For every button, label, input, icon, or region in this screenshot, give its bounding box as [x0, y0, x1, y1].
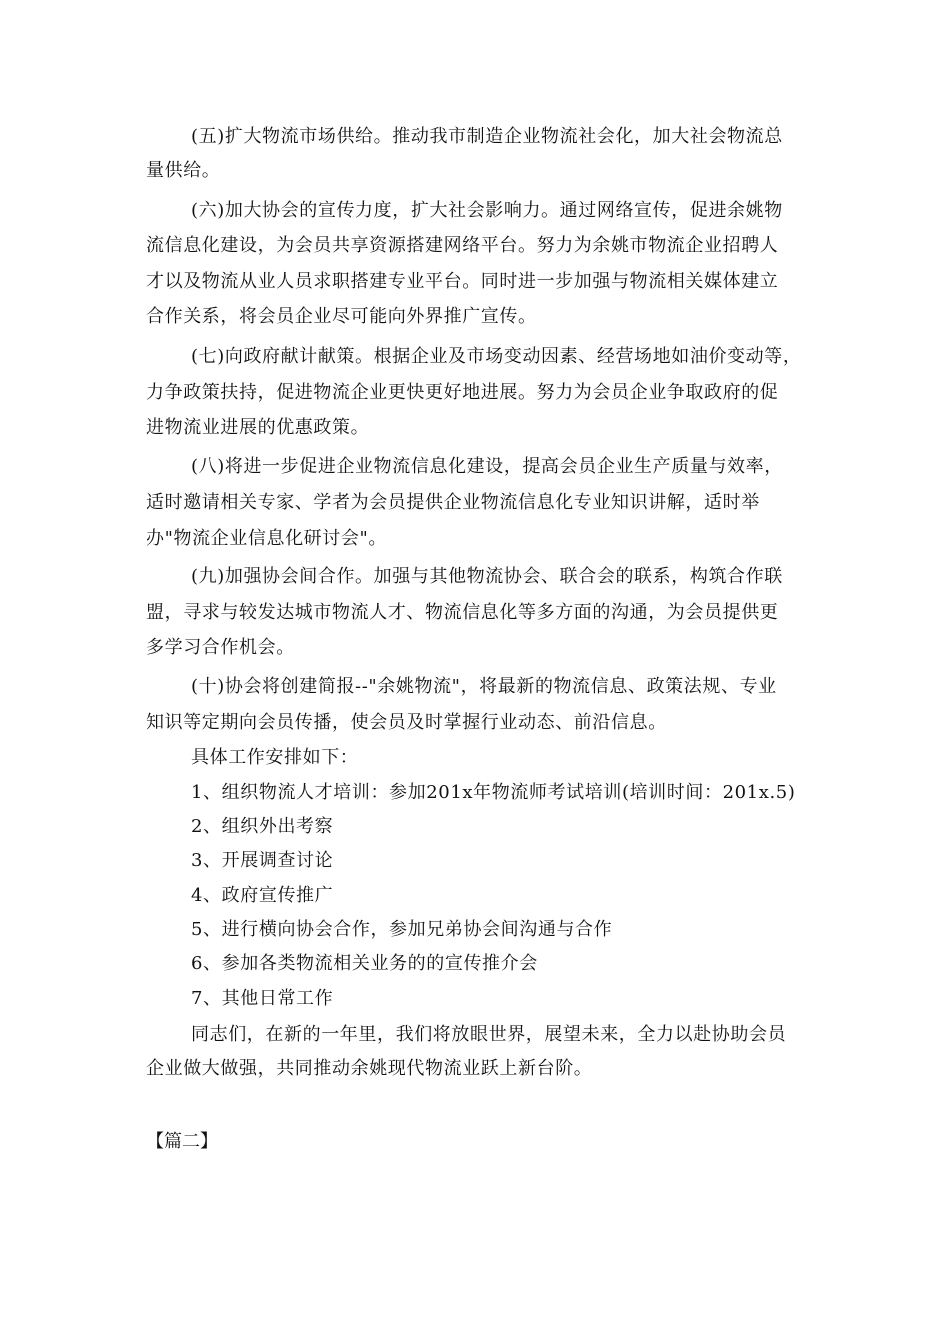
paragraph-9-line-1: (九)加强协会间合作。加强与其他物流协会、联合会的联系，构筑合作联 — [191, 566, 783, 587]
paragraph-6-line-4: 合作关系，将会员企业尽可能向外界推广宣传。 — [146, 306, 537, 327]
work-item-2: 2、组织外出考察 — [191, 816, 334, 837]
work-item-3: 3、开展调查讨论 — [191, 850, 334, 871]
paragraph-6-line-3: 才以及物流从业人员求职搭建专业平台。同时进一步加强与物流相关媒体建立 — [146, 271, 779, 292]
work-item-5: 5、进行横向协会合作，参加兄弟协会间沟通与合作 — [191, 919, 613, 940]
work-item-1: 1、组织物流人才培训：参加201x年物流师考试培训(培训时间：201x.5) — [191, 782, 796, 803]
work-item-7: 7、其他日常工作 — [191, 988, 334, 1009]
paragraph-8-line-1: (八)将进一步促进企业物流信息化建设，提高会员企业生产质量与效率， — [191, 456, 783, 477]
paragraph-6-line-1: (六)加大协会的宣传力度，扩大社会影响力。通过网络宣传，促进余姚物 — [191, 200, 783, 221]
paragraph-5-line-1: (五)扩大物流市场供给。推动我市制造企业物流社会化，加大社会物流总 — [191, 126, 783, 147]
paragraph-10-line-2: 知识等定期向会员传播，使会员及时掌握行业动态、前沿信息。 — [146, 712, 667, 733]
work-item-4: 4、政府宣传推广 — [191, 885, 334, 906]
paragraph-7-line-2: 力争政策扶持，促进物流企业更快更好地进展。努力为会员企业争取政府的促 — [146, 382, 779, 403]
paragraph-9-line-3: 多学习合作机会。 — [146, 637, 295, 658]
paragraph-6-line-2: 流信息化建设，为会员共享资源搭建网络平台。努力为余姚市物流企业招聘人 — [146, 235, 779, 256]
work-arrangement-intro: 具体工作安排如下： — [191, 747, 359, 768]
closing-line-1: 同志们，在新的一年里，我们将放眼世界，展望未来，全力以赴协助会员 — [191, 1024, 787, 1045]
closing-line-2: 企业做大做强，共同推动余姚现代物流业跃上新台阶。 — [146, 1058, 593, 1079]
section-heading: 【篇二】 — [146, 1131, 218, 1152]
paragraph-10-line-1: (十)协会将创建简报--"余姚物流"，将最新的物流信息、政策法规、专业 — [191, 676, 777, 697]
work-item-6: 6、参加各类物流相关业务的的宣传推介会 — [191, 953, 538, 974]
paragraph-8-line-3: 办"物流企业信息化研讨会"。 — [146, 528, 387, 549]
paragraph-7-line-1: (七)向政府献计献策。根据企业及市场变动因素、经营场地如油价变动等， — [191, 346, 802, 367]
paragraph-8-line-2: 适时邀请相关专家、学者为会员提供企业物流信息化专业知识讲解，适时举 — [146, 492, 760, 513]
paragraph-5-line-2: 量供给。 — [146, 160, 221, 181]
paragraph-9-line-2: 盟，寻求与较发达城市物流人才、物流信息化等多方面的沟通，为会员提供更 — [146, 602, 779, 623]
paragraph-7-line-3: 进物流业进展的优惠政策。 — [146, 417, 370, 438]
